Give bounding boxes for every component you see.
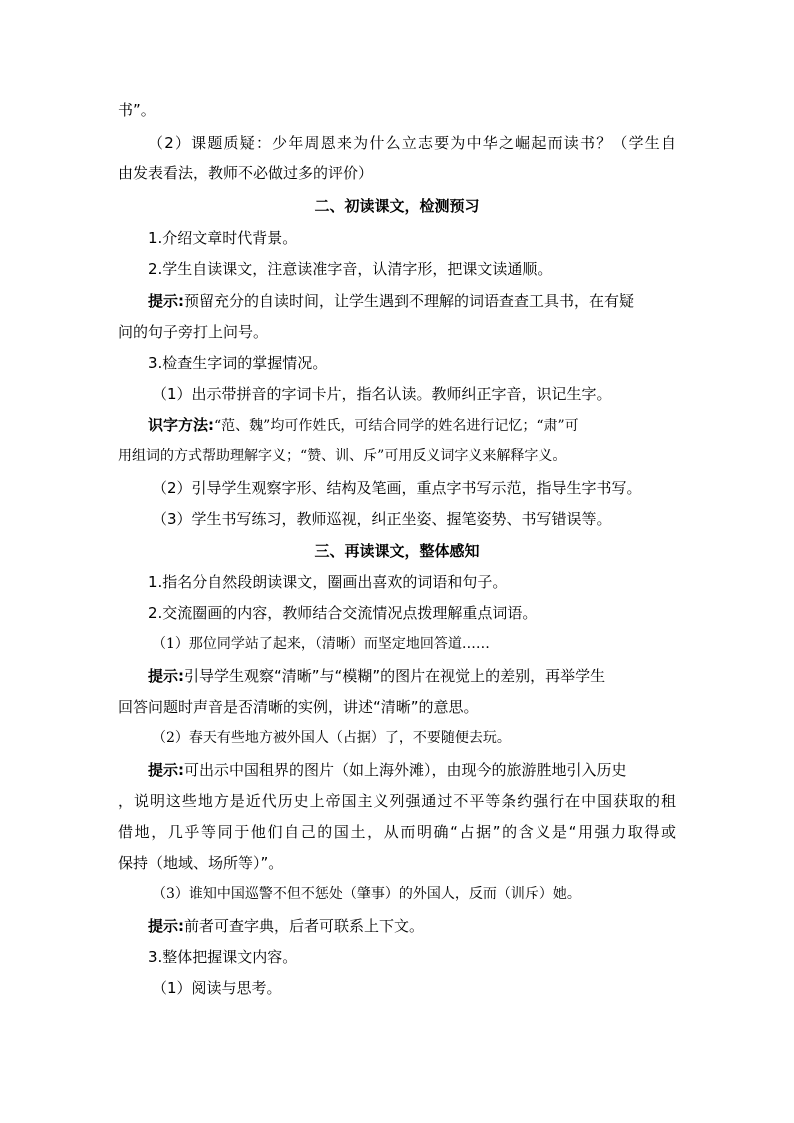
paragraph-line: 3.整体把握课文内容。 [148, 948, 298, 966]
paragraph-line: 2.学生自读课文，注意读准字音，认清字形，把课文读通顺。 [148, 260, 553, 278]
tip-text: 前者可查字典，后者可联系上下文。 [184, 917, 425, 935]
paragraph-line: ，说明这些地方是近代历史上帝国主义列强通过不平等条约强行在中国获取的租 [118, 792, 676, 810]
paragraph-line: 3.检查生字词的掌握情况。 [148, 354, 328, 372]
example-sentence: （2）春天有些地方被外国人（占据）了，不要随便去玩。 [152, 730, 511, 746]
tip-text: 可出示中国租界的图片（如上海外滩），由现今的旅游胜地引入历史 [184, 761, 627, 779]
paragraph-line: 1.介绍文章时代背景。 [148, 229, 298, 247]
tip-text: 预留充分的自读时间，让学生遇到不理解的词语查查工具书，在有疑 [184, 292, 635, 310]
paragraph-line: 借地，几乎等同于他们自己的国土，从而明确“占据”的含义是“用强力取得或 [118, 823, 676, 841]
tip-label: 提示: [148, 667, 184, 685]
tip-line [148, 760, 676, 780]
paragraph-line: （1）阅读与思考。 [152, 979, 282, 997]
tip-label: 提示: [148, 917, 184, 935]
paragraph-line: （1）出示带拼音的字词卡片，指名认读。教师纠正字音，识记生字。 [152, 385, 612, 403]
tip-label: 提示: [148, 292, 184, 310]
paragraph-line: 由发表看法，教师不必做过多的评价） [118, 164, 374, 182]
example-sentence: （1）那位同学站了起来，（清晰）而坚定地回答道…… [152, 636, 490, 652]
paragraph-line: 回答问题时声音是否清晰的实例，讲述“清晰”的意思。 [118, 698, 479, 716]
method-label: 识字方法: [148, 416, 214, 434]
tip-text: 引导学生观察“清晰”与“模糊”的图片在视觉上的差别，再举学生 [184, 667, 606, 685]
tip-line [148, 916, 676, 936]
section-heading: 二、初读课文，检测预习 [314, 197, 480, 215]
paragraph-line: （2）课题质疑：少年周恩来为什么立志要为中华之崛起而读书？（学生自 [148, 134, 676, 152]
paragraph-line: 用组词的方式帮助理解字义；“赞、训、斥”可用反义词字义来解释字义。 [118, 448, 567, 464]
tip-label: 提示: [148, 761, 184, 779]
paragraph-line: （3）学生书写练习，教师巡视，纠正坐姿、握笔姿势、书写错误等。 [152, 510, 612, 528]
paragraph-line: 保持（地域、场所等）”。 [118, 854, 284, 872]
paragraph-line: 1.指名分自然段朗读课文，圈画出喜欢的词语和句子。 [148, 573, 508, 591]
example-sentence: （3）谁知中国巡警不但不惩处（肇事）的外国人，反而（训斥）她。 [152, 886, 581, 902]
tip-line [148, 666, 676, 686]
paragraph-line: 书”。 [118, 101, 156, 119]
method-text: “范、魏”均可作姓氏，可结合同学的姓名进行记忆；“肃”可 [214, 418, 579, 434]
section-heading: 三、再读课文，整体感知 [314, 542, 480, 560]
paragraph-line: （2）引导学生观察字形、结构及笔画，重点字书写示范，指导生字书写。 [152, 479, 642, 497]
literacy-method-line [148, 415, 676, 436]
tip-line [148, 291, 676, 311]
paragraph-line: 问的句子旁打上问号。 [118, 323, 269, 341]
paragraph-line: 2.交流圈画的内容，教师结合交流情况点拨理解重点词语。 [148, 604, 538, 622]
